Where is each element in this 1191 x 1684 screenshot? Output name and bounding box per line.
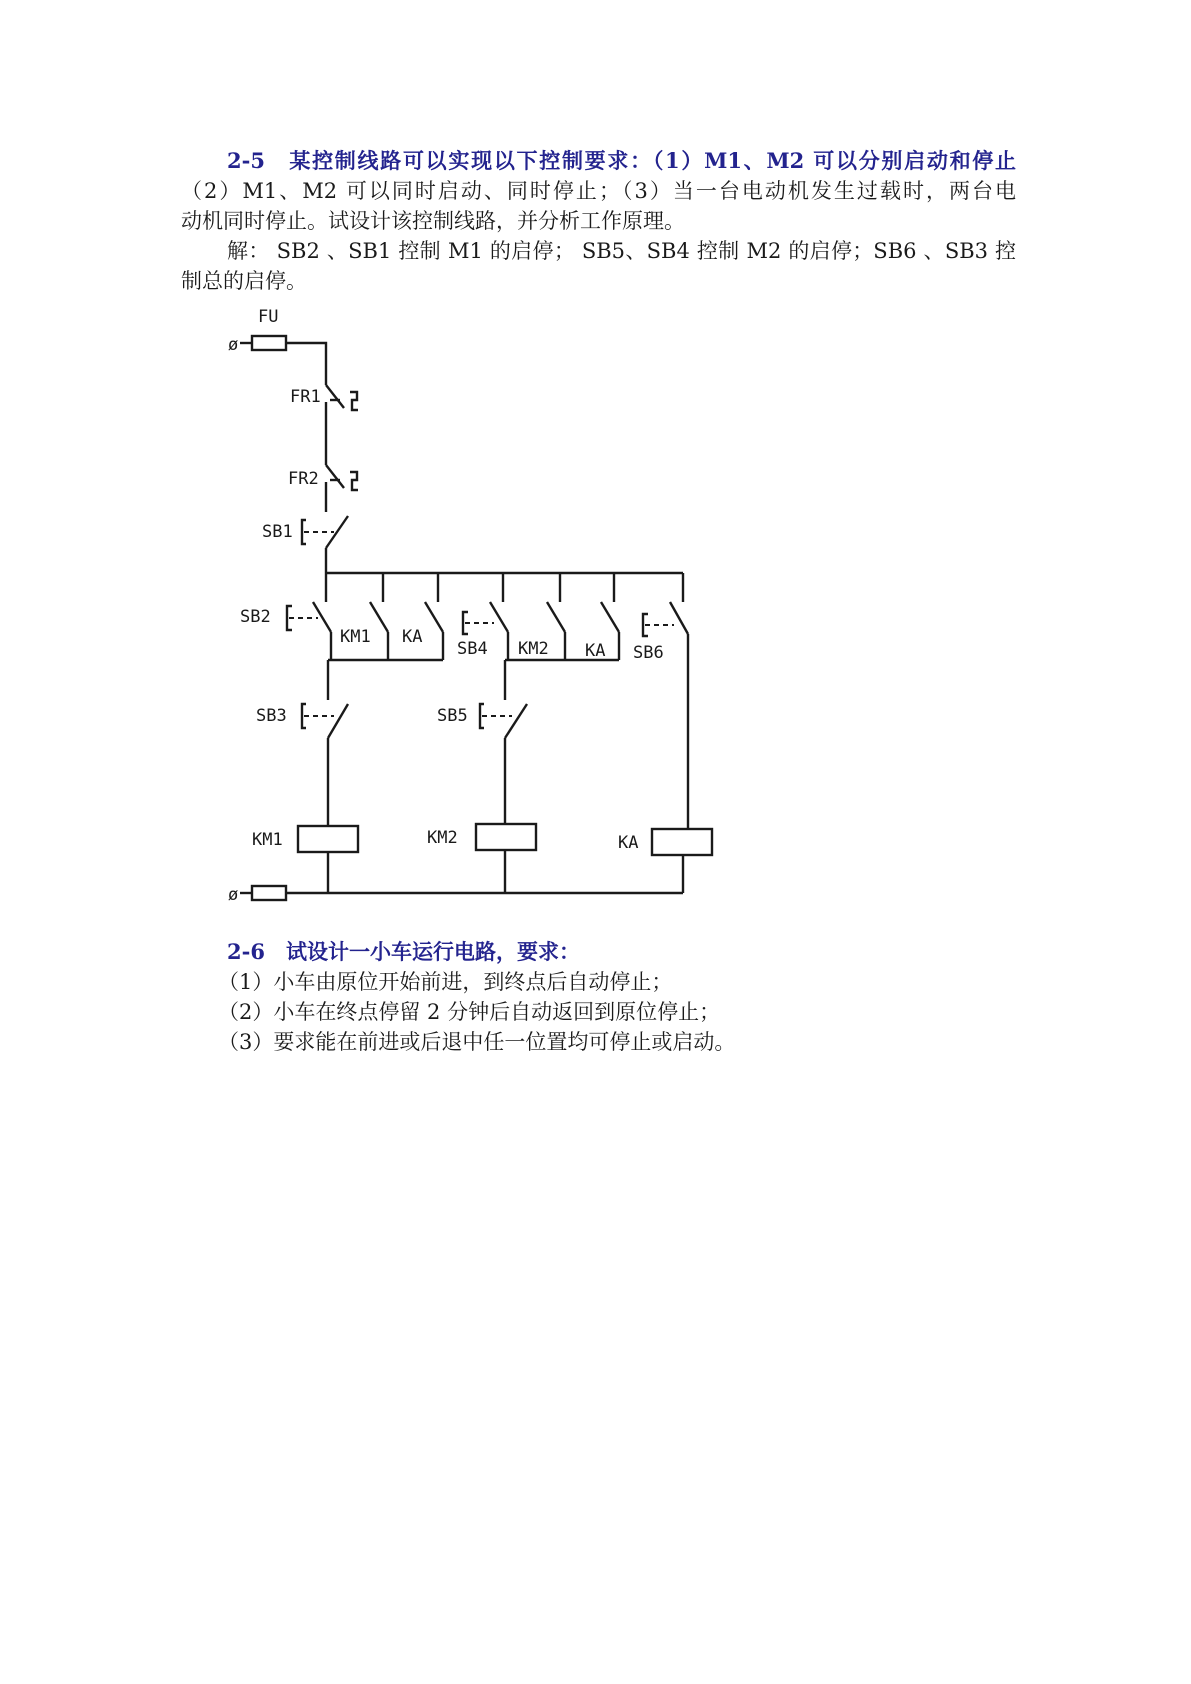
km1-coil bbox=[298, 826, 358, 852]
km2-contact bbox=[547, 602, 565, 632]
problem-2-6-item-3: （3）要求能在前进或后退中任一位置均可停止或启动。 bbox=[218, 1030, 736, 1054]
fuse-bottom bbox=[252, 886, 286, 900]
km1-coil-label: KM1 bbox=[252, 830, 283, 850]
problem-2-5-body-line-2: 动机同时停止。试设计该控制线路，并分析工作原理。 bbox=[181, 209, 685, 233]
sb2-label: SB2 bbox=[240, 607, 271, 627]
sb6-button bbox=[643, 602, 688, 636]
sb1-button bbox=[302, 516, 348, 548]
sb4-button bbox=[463, 602, 508, 634]
fr2-contact bbox=[326, 465, 358, 490]
bottom-terminal-symbol: ø bbox=[228, 885, 239, 905]
sb5-button bbox=[480, 704, 527, 738]
km2-coil-label: KM2 bbox=[427, 828, 458, 848]
sb5-label: SB5 bbox=[437, 706, 468, 726]
problem-2-6-item-1: （1）小车由原位开始前进，到终点后自动停止； bbox=[218, 970, 673, 994]
problem-2-6-heading: 2-6 试设计一小车运行电路，要求： bbox=[227, 939, 580, 964]
sb2-button bbox=[287, 602, 331, 632]
sb3-label: SB3 bbox=[256, 706, 287, 726]
fuse-top bbox=[252, 336, 286, 350]
km1-contact-label: KM1 bbox=[340, 627, 371, 647]
top-terminal-symbol: ø bbox=[228, 335, 239, 355]
km2-contact-label: KM2 bbox=[518, 639, 549, 659]
ka-contact-1-label: KA bbox=[402, 627, 423, 647]
problem-2-5-heading: 2-5 某控制线路可以实现以下控制要求：（1）M1、M2 可以分别启动和停止 bbox=[227, 148, 1016, 173]
sb4-label: SB4 bbox=[457, 639, 488, 659]
ka-contact-2-label: KA bbox=[585, 641, 606, 661]
fr1-label: FR1 bbox=[290, 387, 321, 407]
sb3-button bbox=[302, 704, 348, 738]
wire-fuse-to-fr1 bbox=[286, 343, 326, 385]
km1-contact bbox=[370, 602, 388, 632]
fu-label: FU bbox=[258, 307, 279, 327]
solution-line-2: 制总的启停。 bbox=[181, 269, 307, 293]
fr1-contact bbox=[326, 385, 358, 410]
ka-contact-1 bbox=[425, 602, 443, 632]
sb6-label: SB6 bbox=[633, 643, 664, 663]
solution-line-1: 解： SB2 、SB1 控制 M1 的启停； SB5、SB4 控制 M2 的启停；SB6 、SB3 控 bbox=[227, 239, 1016, 263]
sb1-label: SB1 bbox=[262, 522, 293, 542]
ka-contact-2 bbox=[601, 602, 619, 632]
ka-coil bbox=[652, 829, 712, 855]
km2-coil bbox=[476, 824, 536, 850]
ka-coil-label: KA bbox=[618, 833, 639, 853]
fr2-label: FR2 bbox=[288, 469, 319, 489]
problem-2-5-body-line-1: （2）M1、M2 可以同时启动、同时停止；（3）当一台电动机发生过载时，两台电 bbox=[181, 179, 1016, 203]
problem-2-6-item-2: （2）小车在终点停留 2 分钟后自动返回到原位停止； bbox=[218, 1000, 721, 1024]
